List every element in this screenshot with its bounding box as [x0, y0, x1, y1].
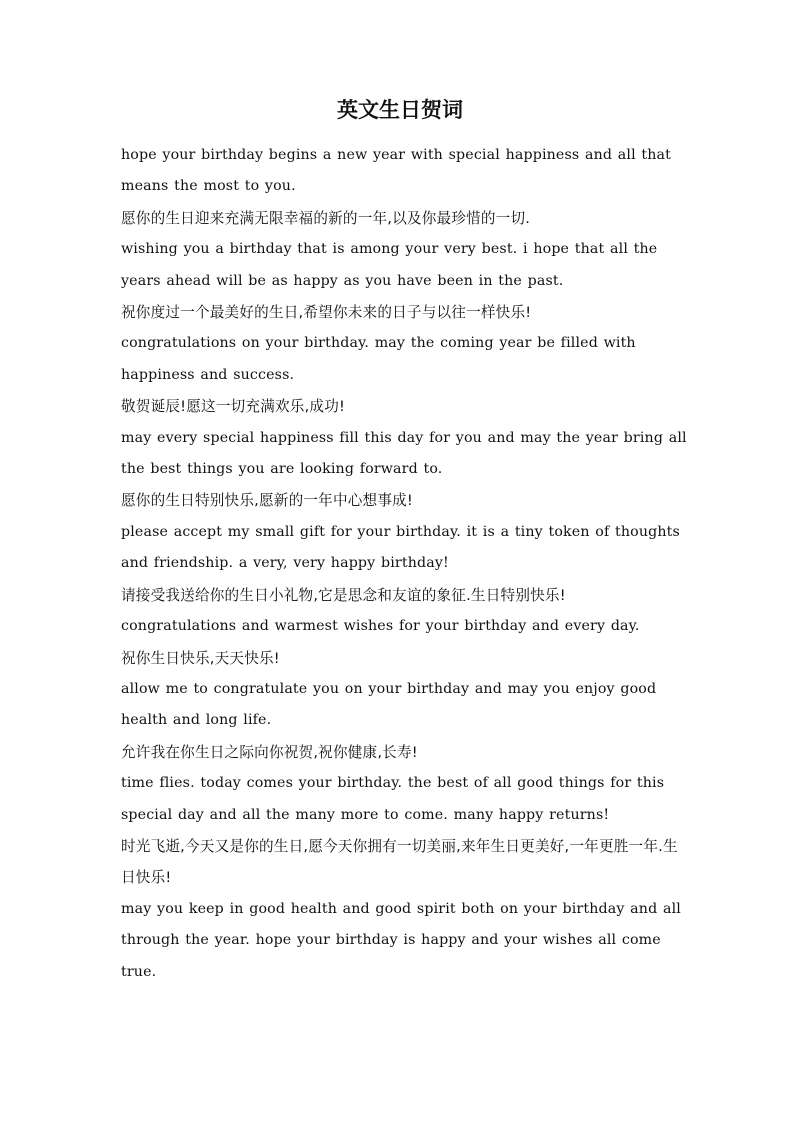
document-body	[121, 140, 691, 988]
paragraph-en-1: hope your birthday begins a new year with special happiness and all that means the most to you.	[121, 147, 672, 195]
paragraph-en-2: wishing you a birthday that is among your very best. i hope that all the years ahead will be as happy as you have been in the past.	[121, 241, 658, 289]
paragraph-zh-3: 敬贺诞辰!愿这一切充满欢乐,成功!	[121, 398, 346, 416]
paragraph-zh-5: 请接受我送给你的生日小礼物,它是思念和友谊的象征.生日特别快乐!	[121, 586, 566, 604]
paragraph-en-9: may you keep in good health and good spirit both on your birthday and all through the year. hope your birthday is happy and your wishes all come true.	[121, 900, 681, 980]
paragraph-en-6: congratulations and warmest wishes for your birthday and every day.	[121, 618, 640, 635]
paragraph-en-7: allow me to congratulate you on your birthday and may you enjoy good health and long life.	[121, 680, 657, 729]
document-title: 英文生日贺词	[337, 98, 463, 122]
paragraph-en-5: please accept my small gift for your birthday. it is a tiny token of thoughts and friendship. a very, very happy birthday!	[121, 523, 680, 572]
paragraph-en-4: may every special happiness fill this day for you and may the year bring all the best things you are looking forward to.	[121, 429, 687, 478]
paragraph-en-8: time flies. today comes your birthday. the best of all good things for this special day and all the many more to come. many happy returns!	[121, 775, 665, 823]
paragraph-zh-2: 祝你度过一个最美好的生日,希望你未来的日子与以往一样快乐!	[121, 304, 532, 322]
paragraph-zh-4: 愿你的生日特别快乐,愿新的一年中心想事成!	[121, 492, 413, 510]
document-title-wrapper	[0, 92, 800, 141]
paragraph-zh-6: 祝你生日快乐,天天快乐!	[121, 649, 280, 667]
paragraph-en-3: congratulations on your birthday. may the coming year be filled with happiness and success.	[121, 335, 636, 383]
paragraph-zh-8: 时光飞逝,今天又是你的生日,愿今天你拥有一切美丽,来年生日更美好,一年更胜一年.生日快乐!	[121, 837, 678, 887]
paragraph-zh-7: 允许我在你生日之际向你祝贺,祝你健康,长寿!	[121, 743, 418, 761]
paragraph-zh-1: 愿你的生日迎来充满无限幸福的新的一年,以及你最珍惜的一切.	[121, 209, 531, 227]
